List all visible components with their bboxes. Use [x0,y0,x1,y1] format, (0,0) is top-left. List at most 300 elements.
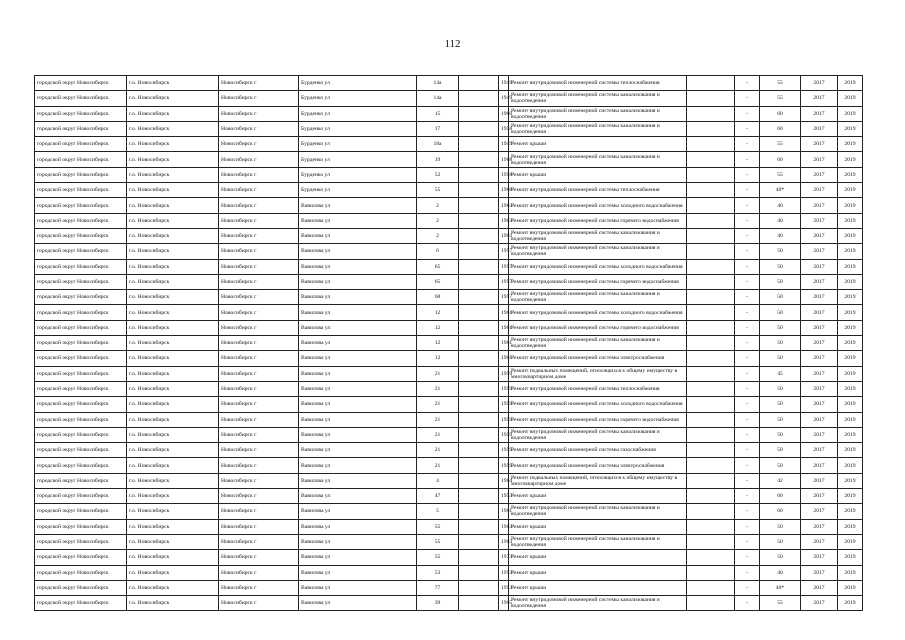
cell-year-from: 2017 [801,213,838,228]
empty-cell [459,458,499,473]
cell-dash: - [735,565,760,580]
cell-year-from: 2017 [801,228,838,243]
cell-volume: 55 [760,91,801,106]
cell-volume: 60 [760,489,801,504]
cell-street: Бурденко ул [299,121,417,136]
cell-year-built: 1959 [499,366,509,381]
cell-municipality: городской округ Новосибирск [35,397,127,412]
table-row [35,121,863,136]
cell-year-from: 2017 [801,91,838,106]
cell-street: Вавилова ул [299,274,417,289]
cell-settlement: Новосибирск г [219,183,299,198]
cell-settlement: Новосибирск г [219,534,299,549]
cell-volume: 40 [760,213,801,228]
cell-year-to: 2019 [838,274,863,289]
table-row [35,534,863,549]
cell-dash: - [735,152,760,167]
cell-year-built: 1959 [499,412,509,427]
table-row [35,596,863,611]
cell-volume: 50 [760,351,801,366]
table-row [35,412,863,427]
cell-district: г.о. Новосибирск [127,259,219,274]
cell-settlement: Новосибирск г [219,458,299,473]
cell-municipality: городской округ Новосибирск [35,290,127,305]
cell-volume: 50 [760,290,801,305]
cell-street: Бурденко ул [299,76,417,91]
cell-dash: - [735,259,760,274]
cell-year-to: 2019 [838,76,863,91]
registry-table [34,75,863,611]
cell-municipality: городской округ Новосибирск [35,213,127,228]
cell-district: г.о. Новосибирск [127,106,219,121]
empty-cell [687,106,735,121]
empty-cell [687,320,735,335]
cell-year-to: 2019 [838,534,863,549]
cell-district: г.о. Новосибирск [127,412,219,427]
cell-municipality: городской округ Новосибирск [35,91,127,106]
cell-house: 68 [417,290,459,305]
cell-dash: - [735,504,760,519]
cell-year-built: 1957 [499,274,509,289]
cell-street: Вавилова ул [299,534,417,549]
cell-year-built: 1965 [499,596,509,611]
cell-settlement: Новосибирск г [219,167,299,182]
cell-house: 19 [417,152,459,167]
cell-year-from: 2017 [801,412,838,427]
cell-work-type: Ремонт внутридомовой инженерной системы холодного водоснабжения [509,397,687,412]
cell-house: 6 [417,244,459,259]
cell-year-from: 2017 [801,76,838,91]
cell-district: г.о. Новосибирск [127,397,219,412]
cell-district: г.о. Новосибирск [127,228,219,243]
cell-municipality: городской округ Новосибирск [35,366,127,381]
cell-work-type: Ремонт внутридомовой инженерной системы теплоснабжения [509,76,687,91]
cell-street: Вавилова ул [299,473,417,488]
cell-dash: - [735,443,760,458]
cell-dash: - [735,167,760,182]
cell-house: 14а [417,76,459,91]
cell-house: 12 [417,336,459,351]
cell-street: Вавилова ул [299,320,417,335]
cell-volume: 50 [760,519,801,534]
cell-settlement: Новосибирск г [219,473,299,488]
empty-cell [459,366,499,381]
cell-house: 47 [417,489,459,504]
cell-house: 77 [417,580,459,595]
cell-district: г.о. Новосибирск [127,336,219,351]
empty-cell [687,167,735,182]
cell-house: 15 [417,106,459,121]
cell-district: г.о. Новосибирск [127,183,219,198]
cell-work-type: Ремонт внутридомовой инженерной системы канализования и водоотведения [509,427,687,442]
cell-year-from: 2017 [801,504,838,519]
cell-year-to: 2019 [838,259,863,274]
cell-year-from: 2017 [801,565,838,580]
cell-street: Бурденко ул [299,137,417,152]
table-row [35,320,863,335]
cell-district: г.о. Новосибирск [127,244,219,259]
cell-year-from: 2017 [801,397,838,412]
cell-settlement: Новосибирск г [219,152,299,167]
empty-cell [687,137,735,152]
empty-cell [687,228,735,243]
cell-district: г.о. Новосибирск [127,550,219,565]
cell-district: г.о. Новосибирск [127,443,219,458]
cell-year-from: 2017 [801,381,838,396]
cell-volume: 50 [760,381,801,396]
cell-settlement: Новосибирск г [219,596,299,611]
empty-cell [459,473,499,488]
empty-cell [687,244,735,259]
cell-year-from: 2017 [801,259,838,274]
empty-cell [459,259,499,274]
cell-year-built: 1961 [499,305,509,320]
empty-cell [459,91,499,106]
cell-volume: 40 [760,198,801,213]
cell-district: г.о. Новосибирск [127,473,219,488]
cell-year-built: 1964 [499,473,509,488]
cell-work-type: Ремонт внутридомовой инженерной системы канализования и водоотведения [509,290,687,305]
cell-district: г.о. Новосибирск [127,274,219,289]
cell-year-from: 2017 [801,305,838,320]
cell-settlement: Новосибирск г [219,274,299,289]
cell-volume: 50 [760,412,801,427]
cell-municipality: городской округ Новосибирск [35,137,127,152]
table-row [35,366,863,381]
cell-volume: 60 [760,106,801,121]
cell-house: 2 [417,228,459,243]
cell-municipality: городской округ Новосибирск [35,198,127,213]
cell-year-to: 2019 [838,580,863,595]
cell-work-type: Ремонт внутридомовой инженерной системы горячего водоснабжения [509,213,687,228]
empty-cell [459,336,499,351]
cell-district: г.о. Новосибирск [127,489,219,504]
cell-street: Бурденко ул [299,106,417,121]
cell-year-built: 1960 [499,106,509,121]
empty-cell [687,596,735,611]
cell-street: Вавилова ул [299,596,417,611]
cell-volume: 42 [760,473,801,488]
table-row [35,152,863,167]
empty-cell [687,183,735,198]
cell-district: г.о. Новосибирск [127,519,219,534]
empty-cell [687,427,735,442]
cell-street: Вавилова ул [299,397,417,412]
cell-house: 21 [417,412,459,427]
empty-cell [459,596,499,611]
cell-municipality: городской округ Новосибирск [35,121,127,136]
cell-district: г.о. Новосибирск [127,320,219,335]
cell-district: г.о. Новосибирск [127,427,219,442]
cell-municipality: городской округ Новосибирск [35,596,127,611]
cell-year-built: 1959 [499,427,509,442]
cell-year-to: 2019 [838,198,863,213]
cell-municipality: городской округ Новосибирск [35,351,127,366]
cell-house: 55 [417,519,459,534]
cell-house: 55 [417,550,459,565]
cell-year-to: 2019 [838,381,863,396]
cell-dash: - [735,412,760,427]
empty-cell [459,550,499,565]
empty-cell [459,489,499,504]
cell-street: Бурденко ул [299,183,417,198]
cell-year-from: 2017 [801,290,838,305]
cell-dash: - [735,351,760,366]
cell-municipality: городской округ Новосибирск [35,427,127,442]
cell-settlement: Новосибирск г [219,489,299,504]
cell-volume: 50 [760,259,801,274]
cell-municipality: городской округ Новосибирск [35,183,127,198]
empty-cell [687,121,735,136]
table-row [35,244,863,259]
cell-settlement: Новосибирск г [219,550,299,565]
cell-district: г.о. Новосибирск [127,213,219,228]
cell-district: г.о. Новосибирск [127,366,219,381]
cell-year-built: 1961 [499,320,509,335]
cell-year-from: 2017 [801,550,838,565]
cell-year-from: 2017 [801,489,838,504]
empty-cell [687,213,735,228]
empty-cell [687,473,735,488]
cell-settlement: Новосибирск г [219,213,299,228]
empty-cell [459,198,499,213]
cell-dash: - [735,519,760,534]
cell-work-type: Ремонт внутридомовой инженерной системы теплоснабжения [509,183,687,198]
cell-year-built: 1973 [499,550,509,565]
cell-year-to: 2019 [838,427,863,442]
cell-year-to: 2019 [838,596,863,611]
empty-cell [687,198,735,213]
cell-municipality: городской округ Новосибирск [35,473,127,488]
cell-year-built: 1949 [499,91,509,106]
cell-municipality: городской округ Новосибирск [35,458,127,473]
cell-work-type: Ремонт внутридомовой инженерной системы канализования и водоотведения [509,91,687,106]
table-row [35,91,863,106]
cell-volume: 50 [760,244,801,259]
table-row [35,550,863,565]
cell-dash: - [735,91,760,106]
cell-work-type: Ремонт внутридомовой инженерной системы электроснабжения [509,351,687,366]
cell-year-built: 1957 [499,290,509,305]
table-row [35,183,863,198]
empty-cell [687,443,735,458]
table-row [35,565,863,580]
cell-volume: 50 [760,443,801,458]
cell-work-type: Ремонт крыши [509,489,687,504]
cell-work-type: Ремонт внутридомовой инженерной системы канализования и водоотведения [509,336,687,351]
empty-cell [687,412,735,427]
cell-year-to: 2019 [838,565,863,580]
cell-street: Вавилова ул [299,198,417,213]
cell-dash: - [735,183,760,198]
cell-municipality: городской округ Новосибирск [35,519,127,534]
cell-year-built: 1949 [499,137,509,152]
cell-volume: 55 [760,596,801,611]
cell-municipality: городской округ Новосибирск [35,152,127,167]
cell-dash: - [735,550,760,565]
cell-dash: - [735,596,760,611]
cell-house: 2 [417,198,459,213]
cell-work-type: Ремонт внутридомовой инженерной системы канализования и водоотведения [509,228,687,243]
cell-street: Вавилова ул [299,565,417,580]
cell-dash: - [735,458,760,473]
cell-year-built: 1957 [499,259,509,274]
table-row [35,580,863,595]
cell-street: Вавилова ул [299,213,417,228]
cell-settlement: Новосибирск г [219,198,299,213]
cell-house: 14а [417,91,459,106]
cell-house: 21 [417,397,459,412]
cell-work-type: Ремонт внутридомовой инженерной системы канализования и водоотведения [509,106,687,121]
cell-district: г.о. Новосибирск [127,305,219,320]
cell-settlement: Новосибирск г [219,259,299,274]
cell-house: 21 [417,427,459,442]
cell-district: г.о. Новосибирск [127,534,219,549]
cell-year-built: 1963 [499,228,509,243]
empty-cell [459,519,499,534]
cell-year-from: 2017 [801,519,838,534]
empty-cell [687,290,735,305]
cell-volume: 60 [760,152,801,167]
cell-dash: - [735,580,760,595]
cell-year-built: 1959 [499,458,509,473]
cell-year-from: 2017 [801,106,838,121]
cell-settlement: Новосибирск г [219,443,299,458]
cell-settlement: Новосибирск г [219,320,299,335]
cell-year-from: 2017 [801,244,838,259]
cell-year-to: 2019 [838,290,863,305]
empty-cell [459,137,499,152]
cell-street: Бурденко ул [299,91,417,106]
cell-street: Вавилова ул [299,305,417,320]
cell-work-type: Ремонт внутридомовой инженерной системы канализования и водоотведения [509,504,687,519]
cell-volume: 40 [760,565,801,580]
cell-house: 39 [417,596,459,611]
cell-year-from: 2017 [801,596,838,611]
cell-street: Вавилова ул [299,259,417,274]
cell-volume: 50 [760,336,801,351]
empty-cell [687,397,735,412]
cell-volume: 50 [760,305,801,320]
empty-cell [459,427,499,442]
cell-settlement: Новосибирск г [219,244,299,259]
cell-settlement: Новосибирск г [219,565,299,580]
cell-work-type: Ремонт подвальных помещений, относящихся к общему имуществу в многоквартирном доме [509,473,687,488]
cell-house: 21 [417,458,459,473]
cell-settlement: Новосибирск г [219,121,299,136]
table-row [35,213,863,228]
empty-cell [459,351,499,366]
table-row [35,458,863,473]
empty-cell [687,458,735,473]
empty-cell [459,213,499,228]
cell-dash: - [735,76,760,91]
cell-year-built: 1958 [499,121,509,136]
cell-year-to: 2019 [838,366,863,381]
registry-body [35,76,863,611]
empty-cell [687,259,735,274]
cell-work-type: Ремонт внутридомовой инженерной системы теплоснабжения [509,381,687,396]
cell-house: 18а [417,137,459,152]
empty-cell [459,305,499,320]
cell-year-from: 2017 [801,366,838,381]
cell-municipality: городской округ Новосибирск [35,550,127,565]
table-row [35,443,863,458]
cell-volume: 50 [760,320,801,335]
cell-house: 65 [417,259,459,274]
cell-settlement: Новосибирск г [219,412,299,427]
cell-work-type: Ремонт внутридомовой инженерной системы холодного водоснабжения [509,198,687,213]
cell-house: 55 [417,183,459,198]
cell-municipality: городской округ Новосибирск [35,259,127,274]
cell-volume: 50 [760,534,801,549]
cell-work-type: Ремонт крыши [509,519,687,534]
cell-dash: - [735,137,760,152]
cell-municipality: городской округ Новосибирск [35,565,127,580]
cell-year-to: 2019 [838,473,863,488]
cell-settlement: Новосибирск г [219,137,299,152]
cell-year-from: 2017 [801,137,838,152]
table-row [35,519,863,534]
cell-street: Вавилова ул [299,427,417,442]
cell-work-type: Ремонт крыши [509,550,687,565]
cell-house: 4 [417,473,459,488]
cell-municipality: городской округ Новосибирск [35,443,127,458]
cell-house: 12 [417,305,459,320]
cell-municipality: городской округ Новосибирск [35,580,127,595]
table-row [35,290,863,305]
empty-cell [459,121,499,136]
cell-year-from: 2017 [801,274,838,289]
empty-cell [687,76,735,91]
cell-district: г.о. Новосибирск [127,121,219,136]
empty-cell [687,305,735,320]
table-row [35,381,863,396]
empty-cell [459,76,499,91]
cell-year-to: 2019 [838,213,863,228]
empty-cell [687,91,735,106]
table-row [35,427,863,442]
cell-district: г.о. Новосибирск [127,198,219,213]
cell-municipality: городской округ Новосибирск [35,504,127,519]
cell-street: Вавилова ул [299,443,417,458]
cell-work-type: Ремонт внутридомовой инженерной системы горячего водоснабжения [509,412,687,427]
cell-settlement: Новосибирск г [219,91,299,106]
cell-municipality: городской округ Новосибирск [35,244,127,259]
table-row [35,336,863,351]
cell-district: г.о. Новосибирск [127,351,219,366]
cell-district: г.о. Новосибирск [127,580,219,595]
cell-work-type: Ремонт внутридомовой инженерной системы канализования и водоотведения [509,244,687,259]
cell-settlement: Новосибирск г [219,519,299,534]
cell-municipality: городской округ Новосибирск [35,381,127,396]
cell-dash: - [735,121,760,136]
empty-cell [459,397,499,412]
empty-cell [687,336,735,351]
cell-year-built: 1961 [499,504,509,519]
cell-settlement: Новосибирск г [219,366,299,381]
cell-year-built: 1961 [499,336,509,351]
cell-dash: - [735,381,760,396]
cell-municipality: городской округ Новосибирск [35,489,127,504]
empty-cell [687,580,735,595]
cell-settlement: Новосибирск г [219,76,299,91]
cell-district: г.о. Новосибирск [127,137,219,152]
cell-district: г.о. Новосибирск [127,596,219,611]
empty-cell [459,565,499,580]
cell-year-to: 2019 [838,412,863,427]
cell-dash: - [735,397,760,412]
